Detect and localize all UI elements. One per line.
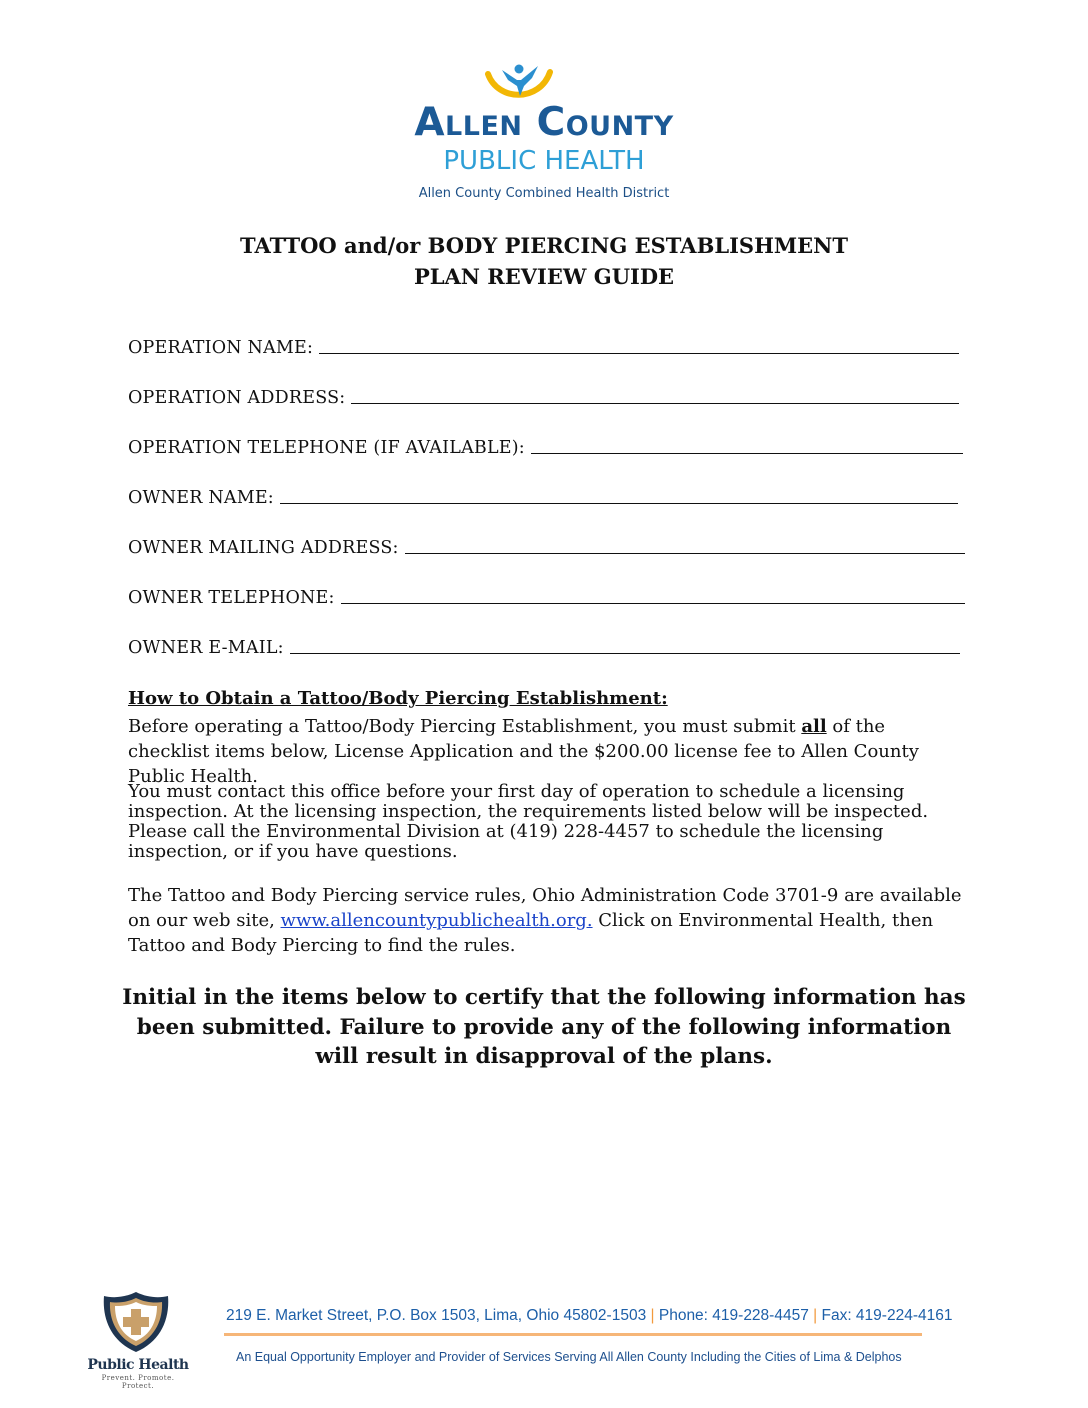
owner-mailing-address-field[interactable] xyxy=(128,538,965,558)
website-link[interactable]: www.allencountypublichealth.org. xyxy=(280,910,593,931)
footer-contact xyxy=(226,1307,953,1325)
org-subtitle: PUBLIC HEALTH xyxy=(443,146,645,176)
paragraph-requirements xyxy=(128,714,968,789)
field-label: OPERATION TELEPHONE (IF AVAILABLE): xyxy=(128,438,525,458)
footer-note: An Equal Opportunity Employer and Provider of Services Serving All Allen County Including the Cities of Lima & Delphos xyxy=(236,1350,902,1364)
section-heading: How to Obtain a Tattoo/Body Piercing Establishment: xyxy=(128,688,668,709)
separator: | xyxy=(813,1307,818,1324)
fill-in-line[interactable] xyxy=(351,402,959,404)
paragraph-text: Click on Environmental Health, then Tattoo and Body Piercing to find the rules. xyxy=(128,910,934,956)
paragraph-text: The Tattoo and Body Piercing service rules, Ohio Administration Code 3701-9 are available on our web site, xyxy=(128,885,962,931)
field-label: OPERATION NAME: xyxy=(128,338,314,358)
footer-phone: Phone: 419-228-4457 xyxy=(658,1307,809,1324)
document-title xyxy=(0,230,1088,292)
field-label: OPERATION ADDRESS: xyxy=(128,388,346,408)
owner-telephone-field[interactable] xyxy=(128,588,965,608)
org-name: Allen County xyxy=(414,100,674,145)
emphasis-all: all xyxy=(801,716,827,737)
owner-email-field[interactable] xyxy=(128,638,960,658)
public-health-shield-icon xyxy=(100,1290,172,1354)
field-label: OWNER NAME: xyxy=(128,488,274,508)
footer-tagline: Prevent. Promote. Protect. xyxy=(101,1374,175,1390)
field-label: OWNER E-MAIL: xyxy=(128,638,284,658)
operation-name-field[interactable] xyxy=(128,338,959,358)
certify-notice: Initial in the items below to certify that the following information has been submitted. Failure to provide any of the following information will result in disapproval of the plans. xyxy=(122,985,966,1069)
footer-address: 219 E. Market Street, P.O. Box 1503, Lima, Ohio 45802-1503 xyxy=(226,1307,647,1324)
title-line-2: PLAN REVIEW GUIDE xyxy=(413,264,675,289)
org-district: Allen County Combined Health District xyxy=(418,186,670,201)
title-line-1: TATTOO and/or BODY PIERCING ESTABLISHMENT xyxy=(240,233,848,258)
separator: | xyxy=(650,1307,655,1324)
operation-address-field[interactable] xyxy=(128,388,959,408)
field-label: OWNER TELEPHONE: xyxy=(128,588,335,608)
paragraph-text: Before operating a Tattoo/Body Piercing Establishment, you must submit xyxy=(128,716,802,737)
footer-brand: Public Health xyxy=(87,1357,189,1373)
paragraph-rules xyxy=(128,883,968,958)
paragraph-inspection: You must contact this office before your first day of operation to schedule a licensing inspection. At the licensing inspection, the requirements listed below will be inspected. Please call the Environmental Division at (419) 228-4457 to schedule the licensing inspection, or if you have questions. xyxy=(128,781,929,862)
operation-telephone-field[interactable] xyxy=(128,438,963,458)
paragraph-text: of the checklist items below, License Application and the $200.00 license fee to Allen County Public Health. xyxy=(128,716,919,787)
footer-fax: Fax: 419-224-4161 xyxy=(821,1307,953,1324)
fill-in-line[interactable] xyxy=(405,552,965,554)
field-label: OWNER MAILING ADDRESS: xyxy=(128,538,399,558)
fill-in-line[interactable] xyxy=(290,652,960,654)
owner-name-field[interactable] xyxy=(128,488,958,508)
fill-in-line[interactable] xyxy=(319,352,959,354)
footer-divider xyxy=(224,1333,922,1336)
fill-in-line[interactable] xyxy=(341,602,965,604)
fill-in-line[interactable] xyxy=(280,502,958,504)
fill-in-line[interactable] xyxy=(531,452,963,454)
